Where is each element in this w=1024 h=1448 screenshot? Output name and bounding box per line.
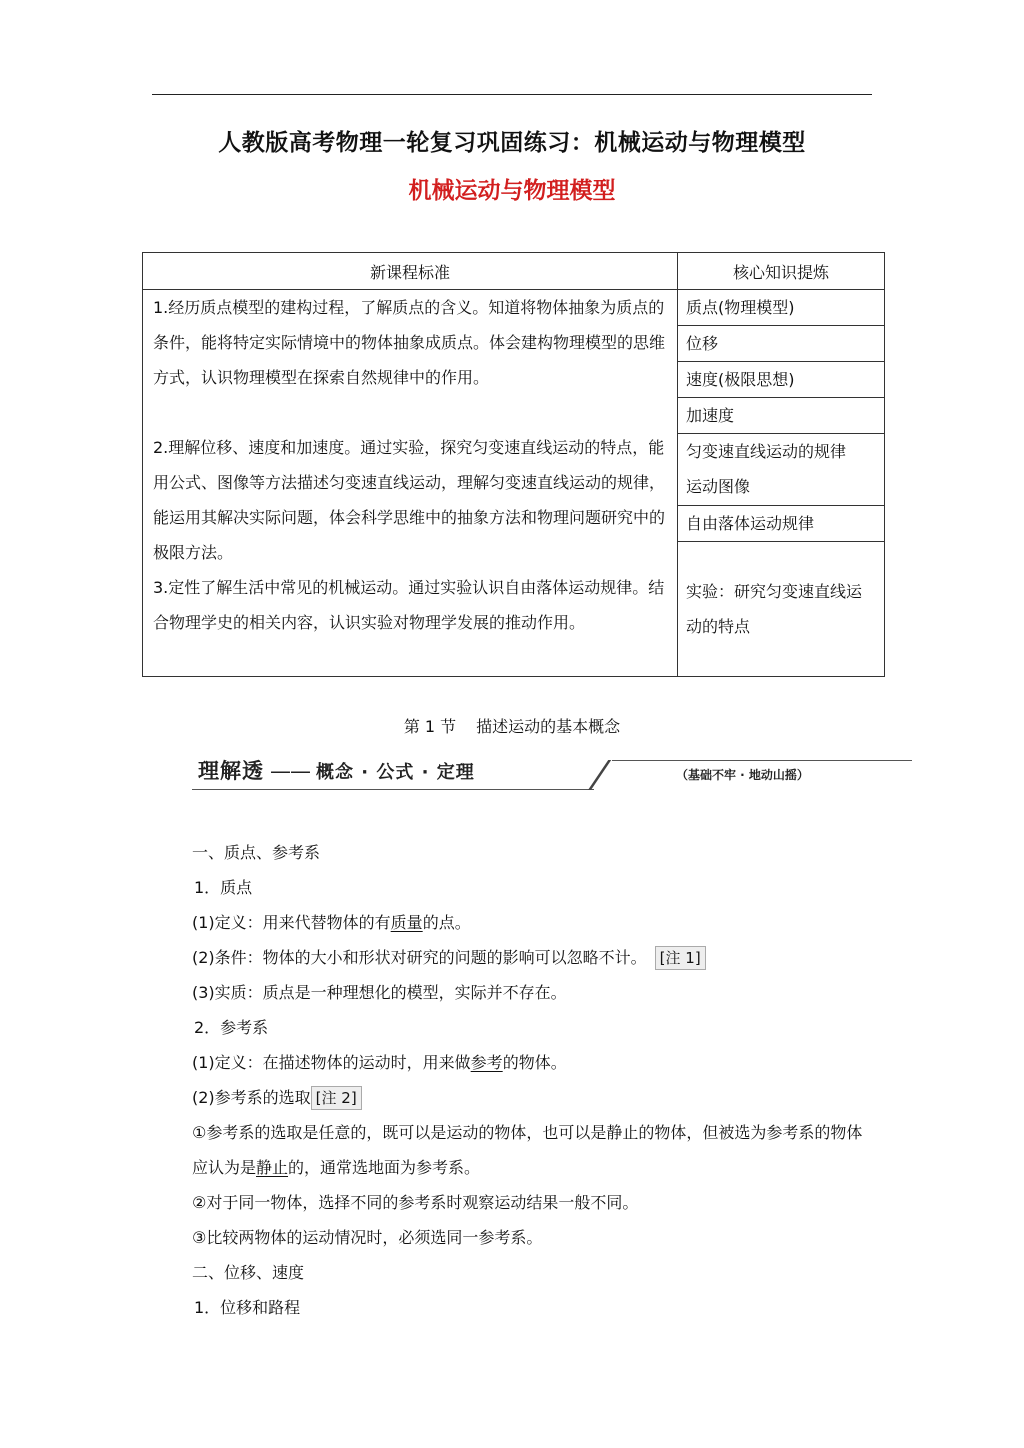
standard-item-2: 2.理解位移、速度和加速度。通过实验，探究匀变速直线运动的特点，能用公式、图像等方法描述匀变速直线运动，理解匀变速直线运动的规律，能运用其解决实际问题，体会科学思维中的抽象方法和物理问题研究中的极限方法。 <box>153 438 666 562</box>
paragraph: ②对于同一物体，选择不同的参考系时观察运动结果一般不同。 <box>192 1193 639 1212</box>
paragraph: ③比较两物体的运动情况时，必须选同一参考系。 <box>192 1228 543 1247</box>
knowledge-point: 匀变速直线运动的规律 <box>686 442 847 461</box>
knowledge-column-header: 核心知识提炼 <box>678 253 885 290</box>
knowledge-point: 速度(极限思想) <box>678 362 885 398</box>
knowledge-point-group <box>678 434 885 506</box>
banner-dash: —— <box>270 759 310 783</box>
header-rule <box>152 94 872 95</box>
heading-1: 一、质点、参考系 <box>192 843 321 862</box>
paragraph: (3)实质：质点是一种理想化的模型，实际并不存在。 <box>192 983 567 1002</box>
paragraph: (1)定义：在描述物体的运动时，用来做参考的物体。 <box>192 1053 567 1072</box>
heading-2-1: 1．位移和路程 <box>194 1298 301 1317</box>
heading-1-1: 1．质点 <box>194 878 253 897</box>
banner-slash <box>588 760 611 790</box>
banner-label <box>198 755 475 785</box>
knowledge-point: 位移 <box>678 326 885 362</box>
knowledge-point: 实验：研究匀变速直线运动的特点 <box>678 542 885 677</box>
section-name: 描述运动的基本概念 <box>476 717 621 736</box>
banner-sub: 概念 · 公式 · 定理 <box>316 762 475 783</box>
document-subtitle: 机械运动与物理模型 <box>408 177 616 204</box>
banner-note: （基础不牢 · 地动山摇） <box>676 768 809 782</box>
concept-banner <box>192 752 912 792</box>
note-link-2[interactable]: [注 2] <box>311 1086 362 1110</box>
paragraph: (2)参考系的选取 [注 2] <box>192 1080 872 1115</box>
document-title: 人教版高考物理一轮复习巩固练习：机械运动与物理模型 <box>218 129 806 156</box>
banner-main: 理解透 <box>198 759 264 783</box>
standards-cell <box>143 290 678 677</box>
underlined-term: 质量 <box>390 913 423 932</box>
standards-column-header: 新课程标准 <box>143 253 678 290</box>
paragraph: ①参考系的选取是任意的，既可以是运动的物体，也可以是静止的物体，但被选为参考系的物体应认为是静止的，通常选地面为参考系。 <box>192 1123 863 1177</box>
table-header-row <box>143 253 885 290</box>
table-row <box>143 290 885 326</box>
underlined-term: 参考 <box>470 1053 503 1072</box>
banner-topline <box>612 760 912 761</box>
paragraph: (2)条件：物体的大小和形状对研究的问题的影响可以忽略不计。 [注 1] <box>192 940 872 975</box>
knowledge-point: 自由落体运动规律 <box>678 506 885 542</box>
section-heading <box>0 714 1024 737</box>
section-number: 第 1 节 <box>403 717 457 736</box>
standard-item-1: 1.经历质点模型的建构过程，了解质点的含义。知道将物体抽象为质点的条件，能将特定实际情境中的物体抽象成质点。体会建构物理模型的思维方式，认识物理模型在探索自然规律中的作用。 <box>153 298 666 387</box>
standard-item-3: 3.定性了解生活中常见的机械运动。通过实验认识自由落体运动规律。结合物理学史的相关内容，认识实验对物理学发展的推动作用。 <box>153 578 665 632</box>
note-link-1[interactable]: [注 1] <box>655 946 706 970</box>
knowledge-point: 质点(物理模型) <box>678 290 885 326</box>
standards-table <box>142 252 885 677</box>
knowledge-point: 运动图像 <box>686 477 751 496</box>
heading-1-2: 2．参考系 <box>194 1018 269 1037</box>
underlined-term: 静止 <box>256 1158 289 1177</box>
heading-2: 二、位移、速度 <box>192 1263 305 1282</box>
paragraph: (1)定义：用来代替物体的有质量的点。 <box>192 913 471 932</box>
body-content <box>192 835 872 1325</box>
banner-underline <box>192 789 594 790</box>
knowledge-point: 加速度 <box>678 398 885 434</box>
